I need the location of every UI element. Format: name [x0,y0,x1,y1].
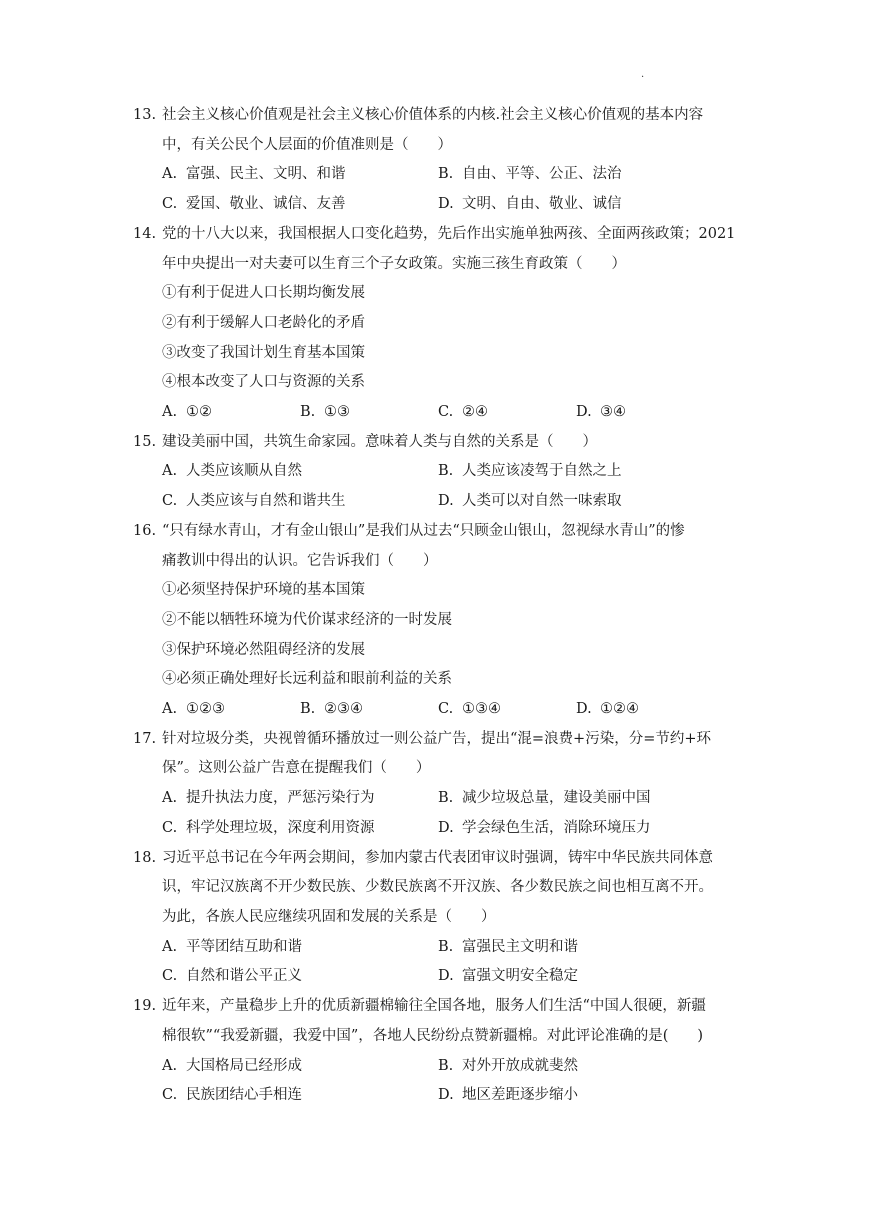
answer-option [438,398,576,428]
option-text: 富强、民主、文明、和谐 [186,166,346,183]
option-text: 对外开放成就斐然 [462,1057,578,1074]
option-letter: C. [162,196,178,213]
option-letter: A. [162,1057,178,1074]
option-text: 学会绿色生活，消除环境压力 [462,819,651,836]
option-letter: A. [162,463,178,480]
question-stem-line: 痛教训中得出的认识。它告诉我们（ ） [162,552,438,569]
question-stem [133,992,753,1051]
question-number: 19. [133,998,157,1015]
option-text: ①②③ [186,701,225,718]
question-stem-line: 识，牢记汉族离不开少数民族、少数民族离不开汉族、各少数民族之间也相互离不开。 [162,879,713,896]
answer-option [162,160,438,190]
option-text: ②③④ [324,701,363,718]
option-text: 地区差距逐步缩小 [462,1087,578,1104]
option-letter: D. [576,404,592,421]
question-list [133,101,753,1111]
answer-option [162,487,438,517]
option-letter: B. [438,463,454,480]
answer-option [162,190,438,220]
option-letter: B. [300,404,316,421]
option-text: 平等团结互助和谐 [186,938,302,955]
answer-option [438,695,576,725]
answer-option [438,933,714,963]
answer-option [162,1081,438,1111]
option-text: 人类应该与自然和谐共生 [186,493,346,510]
option-letter: A. [162,938,178,955]
question-stem [133,220,753,279]
question-number: 18. [133,849,157,866]
option-text: ①③ [324,404,350,421]
statement-item: ③保护环境必然阻碍经济的发展 [162,641,365,658]
option-letter: A. [162,404,178,421]
question-stem-line: 党的十八大以来，我国根据人口变化趋势，先后作出实施单独两孩、全面两孩政策；2021 [162,225,736,242]
option-text: 爱国、敬业、诚信、友善 [186,196,346,213]
question-stem-line: 为此，各族人民应继续巩固和发展的关系是（ ） [162,908,496,925]
question-stem-line: 习近平总书记在今年两会期间，参加内蒙古代表团审议时强调，铸牢中华民族共同体意 [162,849,713,866]
option-text: ①③④ [462,701,501,718]
option-text: 民族团结心手相连 [186,1087,302,1104]
option-text: 文明、自由、敬业、诚信 [462,196,622,213]
answer-option [438,190,714,220]
question-stem-line: 年中央提出一对夫妻可以生育三个子女政策。实施三孩生育政策（ ） [162,255,626,272]
option-text: 减少垃圾总量，建设美丽中国 [462,790,651,807]
statement-item: ②有利于缓解人口老龄化的矛盾 [162,314,365,331]
question-stem [133,725,753,784]
option-text: 自由、平等、公正、法治 [462,166,622,183]
option-letter: A. [162,166,178,183]
answer-option [438,457,714,487]
answer-option [438,160,714,190]
option-letter: C. [162,1087,178,1104]
statement-item: ④必须正确处理好长远利益和眼前利益的关系 [162,671,452,688]
question-stem [133,844,753,933]
statement-item: ①必须坚持保护环境的基本国策 [162,582,365,599]
option-text: ①②④ [600,701,639,718]
question-stem-line: 社会主义核心价值观是社会主义核心价值体系的内核.社会主义核心价值观的基本内容 [162,107,704,123]
answer-option [438,487,714,517]
option-text: 人类可以对自然一味索取 [462,493,622,510]
option-letter: B. [300,701,316,718]
option-letter: D. [438,1087,454,1104]
question-number: 17. [133,730,157,747]
option-letter: B. [438,166,454,183]
question-number: 14. [133,225,157,242]
option-text: 自然和谐公平正义 [186,968,302,985]
option-letter: C. [162,819,178,836]
answer-option [162,1052,438,1082]
answer-options [133,457,753,516]
question-stem [133,517,753,576]
answer-options [133,398,753,428]
option-letter: A. [162,790,178,807]
question-17 [133,725,753,844]
option-letter: D. [438,196,454,213]
answer-option [576,695,714,725]
question-13 [133,101,753,220]
question-stem-line: 保”。这则公益广告意在提醒我们（ ） [162,760,431,777]
answer-options [133,784,753,843]
statement-item: ③改变了我国计划生育基本国策 [162,344,365,361]
answer-option [162,695,300,725]
answer-option [576,398,714,428]
answer-options [133,695,753,725]
option-text: 人类应该凌驾于自然之上 [462,463,622,480]
answer-option [438,814,714,844]
option-text: 富强文明安全稳定 [462,968,578,985]
answer-option [438,1081,714,1111]
question-stem-line: 近年来，产量稳步上升的优质新疆棉输往全国各地，服务人们生活“中国人很硬，新疆 [162,998,706,1015]
question-stem-line: 中，有关公民个人层面的价值准则是（ ） [162,136,452,153]
question-stem-line: 建设美丽中国，共筑生命家园。意味着人类与自然的关系是（ ） [162,433,597,450]
option-text: ③④ [600,404,626,421]
option-text: 大国格局已经形成 [186,1057,302,1074]
answer-option [162,398,300,428]
corner-mark: . [641,69,645,80]
statement-item: ②不能以牺牲环境为代价谋求经济的一时发展 [162,611,452,628]
option-letter: B. [438,790,454,807]
question-number: 16. [133,522,157,539]
option-letter: C. [162,493,178,510]
option-text: ①② [186,404,212,421]
question-stem [133,101,753,160]
answer-option [162,457,438,487]
answer-option [162,962,438,992]
option-text: 人类应该顺从自然 [186,463,302,480]
option-text: 科学处理垃圾，深度利用资源 [186,819,375,836]
answer-option [300,695,438,725]
option-text: ②④ [462,404,488,421]
option-letter: D. [438,968,454,985]
question-stem-line: “只有绿水青山，才有金山银山”是我们从过去“只顾金山银山，忽视绿水青山”的惨 [162,522,685,539]
answer-options [133,1052,753,1111]
question-number: 13. [133,107,157,123]
option-letter: D. [438,493,454,510]
statement-item: ④根本改变了人口与资源的关系 [162,374,365,391]
question-19 [133,992,753,1111]
question-15 [133,428,753,517]
answer-option [300,398,438,428]
answer-option [162,814,438,844]
answer-option [438,1052,714,1082]
option-letter: B. [438,938,454,955]
option-text: 富强民主文明和谐 [462,938,578,955]
question-number: 15. [133,433,157,450]
question-18 [133,844,753,993]
option-letter: C. [438,404,454,421]
question-16 [133,517,753,725]
answer-option [438,962,714,992]
option-text: 提升执法力度，严惩污染行为 [186,790,375,807]
answer-option [162,933,438,963]
answer-option [438,784,714,814]
question-14 [133,220,753,428]
option-letter: C. [162,968,178,985]
statement-item: ①有利于促进人口长期均衡发展 [162,285,365,302]
question-stem-line: 棉很软”“我爱新疆，我爱中国”，各地人民纷纷点赞新疆棉。对此评论准确的是( ) [162,1027,704,1044]
option-letter: A. [162,701,178,718]
answer-options [133,160,753,219]
question-stem-line: 针对垃圾分类，央视曾循环播放过一则公益广告，提出“混=浪费+污染，分=节约+环 [162,730,712,747]
question-stem [133,428,753,458]
option-letter: C. [438,701,454,718]
option-letter: D. [438,819,454,836]
answer-options [133,933,753,992]
answer-option [162,784,438,814]
option-letter: B. [438,1057,454,1074]
option-letter: D. [576,701,592,718]
